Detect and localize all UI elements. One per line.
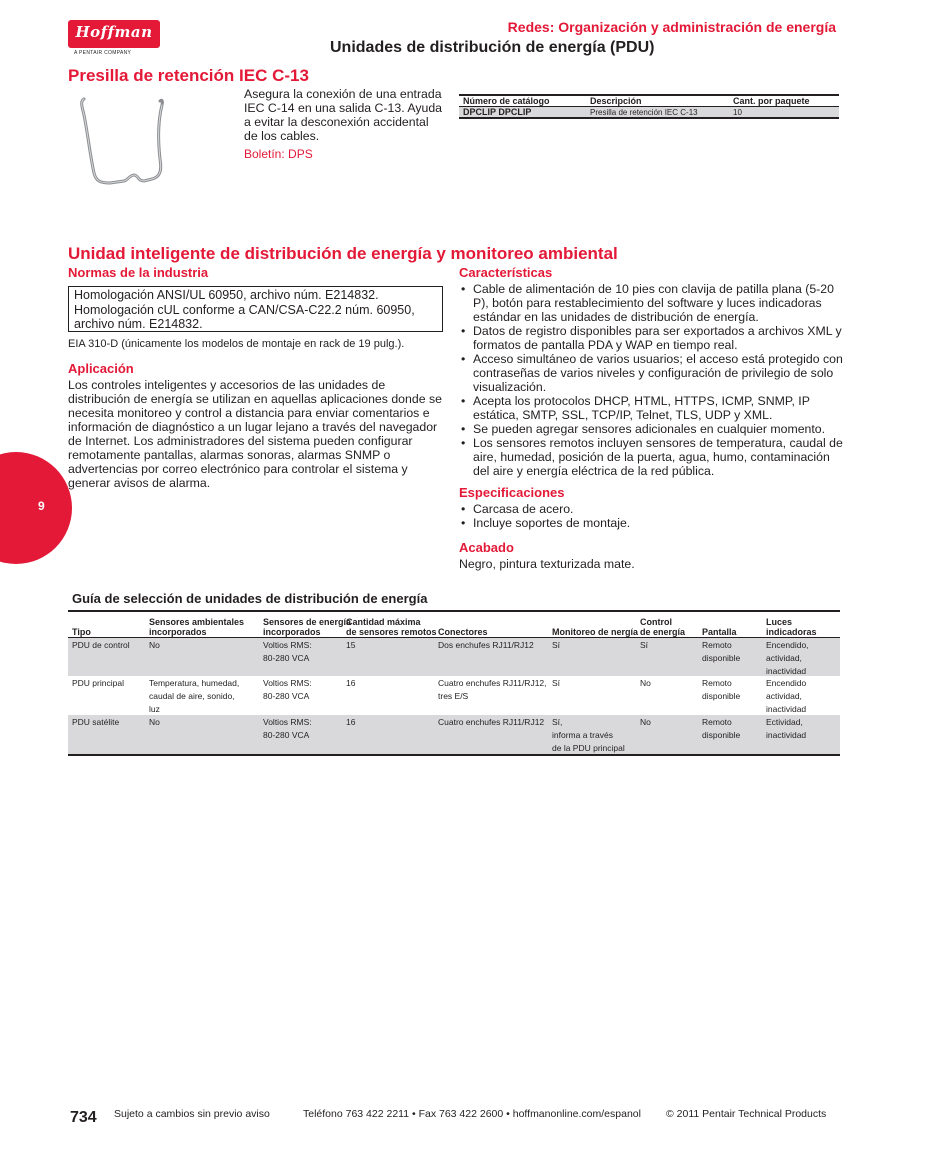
clip-bulletin: Boletín: DPS [244, 147, 313, 161]
guide-cell-sensores-energia: Voltios RMS: 80-280 VCA [263, 678, 312, 701]
normas-line: Homologación cUL conforme a CAN/CSA-C22.2 núm. 60950, [74, 302, 415, 317]
guide-cell-control: Sí [640, 640, 649, 650]
guide-cell-control: No [640, 678, 651, 688]
catalog-col-description: Descripción [590, 96, 642, 106]
guide-cell-monitoreo: Sí, informa a través de la PDU principal [552, 717, 625, 753]
caracteristica-item: • Los sensores remotos incluyen sensores de temperatura, caudal de aire, humedad, posición de la puerta, agua, humo, contaminación del aire y energía eléctrica de la red pública. [459, 436, 844, 478]
guide-header-monitoreo: Monitoreo de nergía [552, 627, 639, 637]
caracteristica-item: • Datos de registro disponibles para ser exportados a archivos XML y formatos de pantalla PDA y WAP en tiempo real. [459, 324, 844, 352]
section-tab-number: 9 [38, 499, 45, 513]
footer-note: Sujeto a cambios sin previo aviso [114, 1108, 270, 1120]
caracteristicas-heading: Características [459, 265, 553, 280]
guide-cell-cantidad-maxima: 16 [346, 678, 356, 688]
section-tab [0, 452, 72, 564]
catalog-table-row [459, 107, 839, 119]
catalog-cell-description: Presilla de retención IEC C-13 [590, 108, 698, 117]
guide-cell-tipo: PDU de control [72, 640, 130, 650]
catalog-col-quantity: Cant. por paquete [733, 96, 810, 106]
caracteristica-item: • Acepta los protocolos DHCP, HTML, HTTPS, ICMP, SNMP, IP estática, SMTP, SSL, TCP/IP, Telnet, TLS, UDP y XML. [459, 394, 844, 422]
catalog-cell-quantity: 10 [733, 108, 742, 117]
guide-cell-conectores: Cuatro enchufes RJ11/RJ12 [438, 717, 545, 727]
guide-cell-sensores-ambientales: No [149, 640, 160, 650]
pdu-section-title: Unidad inteligente de distribución de energía y monitoreo ambiental [68, 244, 618, 263]
guide-header-sensores-energia: Sensores de energía incorporados [263, 617, 352, 637]
guide-cell-sensores-ambientales: No [149, 717, 160, 727]
especificaciones-list [459, 502, 844, 530]
guide-cell-pantalla: Remoto disponible [702, 717, 741, 740]
guide-title: Guía de selección de unidades de distribución de energía [72, 591, 428, 606]
table-row [68, 676, 840, 715]
guide-cell-control: No [640, 717, 651, 727]
normas-line: Homologación ANSI/UL 60950, archivo núm. E214832. [74, 288, 379, 302]
guide-cell-sensores-energia: Voltios RMS: 80-280 VCA [263, 640, 312, 663]
header-category: Redes: Organización y administración de energía [507, 19, 836, 35]
caracteristica-item: • Se pueden agregar sensores adicionales en cualquier momento. [459, 422, 844, 436]
guide-header-cantidad-maxima: Cantidad máxima de sensores remotos [346, 617, 437, 637]
guide-cell-luces: Ectividad, inactividad [766, 717, 807, 740]
normas-heading: Normas de la industria [68, 265, 209, 280]
guide-cell-cantidad-maxima: 15 [346, 640, 356, 650]
guide-cell-monitoreo: Sí [552, 678, 561, 688]
aplicacion-text: Los controles inteligentes y accesorios de las unidades de distribución de energía se utilizan en aquellas aplicaciones donde se necesita monitoreo y control a distancia para enviar comentarios e información de diagnóstico a un lugar lejano a través del navegador de Internet. Los administradores del sistema pueden configurar remotamente pantallas, alarmas sonoras, alarmas SNMP o advertencias por correo electrónico para controlar el sistema y generar avisos de alarma. [68, 378, 442, 490]
guide-header-control: Control de energía [640, 617, 686, 637]
footer-copyright: © 2011 Pentair Technical Products [666, 1108, 827, 1120]
footer-contact: Teléfono 763 422 2211 • Fax 763 422 2600 • hoffmanonline.com/espanol [303, 1108, 641, 1120]
guide-cell-sensores-energia: Voltios RMS: 80-280 VCA [263, 717, 312, 740]
guide-header-sensores-ambientales: Sensores ambientales incorporados [149, 617, 245, 637]
guide-cell-luces: Encendido, actividad, inactividad [766, 640, 809, 676]
especificacion-item: • Incluye soportes de montaje. [459, 516, 844, 530]
especificaciones-heading: Especificaciones [459, 485, 565, 500]
table-row [68, 638, 840, 676]
guide-cell-cantidad-maxima: 16 [346, 717, 356, 727]
table-row [68, 715, 840, 754]
acabado-heading: Acabado [459, 540, 514, 555]
guide-cell-conectores: Cuatro enchufes RJ11/RJ12, tres E/S [438, 678, 547, 701]
guide-cell-tipo: PDU principal [72, 678, 124, 688]
clip-section-title: Presilla de retención IEC C-13 [68, 66, 309, 85]
acabado-text: Negro, pintura texturizada mate. [459, 557, 635, 571]
wire-clip-image [76, 95, 171, 193]
catalog-cell-number: DPCLIP DPCLIP [463, 107, 532, 117]
page-number: 734 [70, 1109, 97, 1126]
hoffman-logo [68, 20, 160, 56]
guide-table-header [68, 612, 840, 638]
selection-guide-table [68, 610, 840, 756]
catalog-table [459, 94, 839, 119]
guide-cell-luces: Encendido actividad, inactividad [766, 678, 807, 714]
guide-cell-pantalla: Remoto disponible [702, 640, 741, 663]
guide-cell-monitoreo: Sí [552, 640, 561, 650]
normas-line: archivo núm. E214832. [74, 317, 203, 331]
caracteristica-item: • Cable de alimentación de 10 pies con clavija de patilla plana (5-20 P), botón para restablecimiento del software y luces indicadoras estándar en las unidades de distribución de energía. [459, 282, 844, 324]
guide-header-luces: Luces indicadoras [766, 617, 817, 637]
aplicacion-heading: Aplicación [68, 361, 134, 376]
especificacion-item: • Carcasa de acero. [459, 502, 844, 516]
catalog-table-header [459, 96, 839, 107]
normas-box [68, 286, 443, 332]
caracteristica-item: • Acceso simultáneo de varios usuarios; el acceso está protegido con contraseñas de varios niveles y configuración de privilegio de solo visualización. [459, 352, 844, 394]
logo-text: Hoffman [75, 23, 153, 41]
header-title: Unidades de distribución de energía (PDU) [330, 39, 655, 56]
eia-note: EIA 310-D (únicamente los modelos de montaje en rack de 19 pulg.). [68, 338, 405, 350]
clip-description: Asegura la conexión de una entrada IEC C-14 en una salida C-13. Ayuda a evitar la desconexión accidental de los cables. [244, 87, 443, 143]
guide-header-conectores: Conectores [438, 627, 488, 637]
guide-header-tipo: Tipo [72, 627, 91, 637]
guide-header-pantalla: Pantalla [702, 627, 737, 637]
catalog-col-number: Número de catálogo [463, 96, 550, 106]
guide-cell-pantalla: Remoto disponible [702, 678, 741, 701]
guide-cell-tipo: PDU satélite [72, 717, 120, 727]
caracteristicas-list [459, 282, 844, 478]
logo-subtitle: A PENTAIR COMPANY [74, 50, 132, 56]
guide-cell-conectores: Dos enchufes RJ11/RJ12 [438, 640, 534, 650]
guide-cell-sensores-ambientales: Temperatura, humedad, caudal de aire, sonido, luz [149, 678, 240, 714]
